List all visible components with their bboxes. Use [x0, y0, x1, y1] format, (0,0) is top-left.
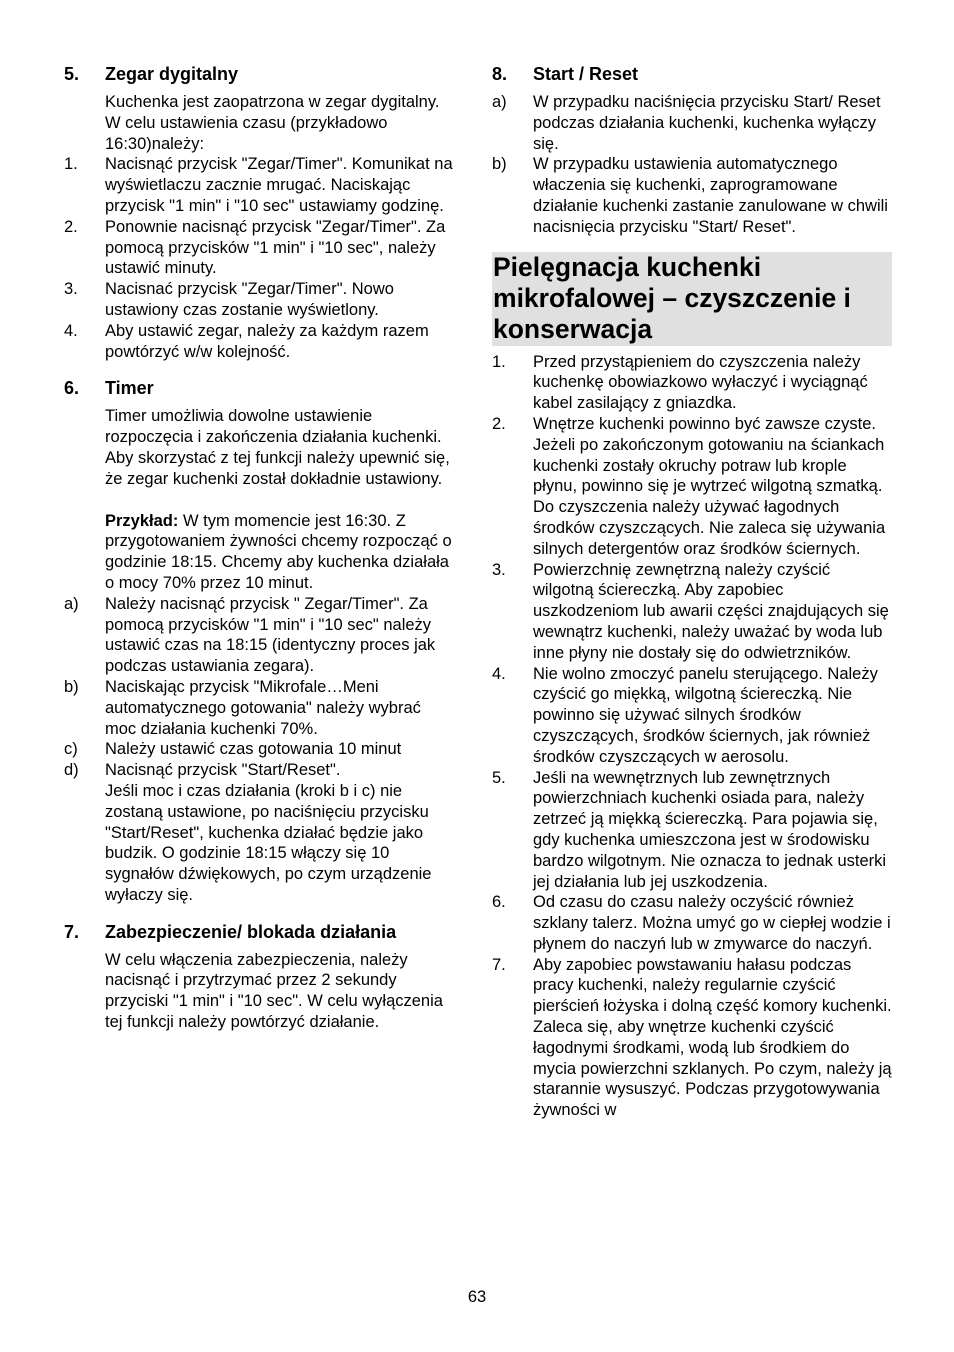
example-paragraph — [64, 511, 456, 594]
list-marker: d) — [64, 761, 79, 780]
list-text: Ponownie nacisnąć przycisk "Zegar/Timer". Za pomocą przycisków "1 min" i "10 sec", należy ustawić minuty. — [105, 217, 446, 278]
list-marker: 3. — [492, 560, 506, 579]
list-text: Naciskając przycisk "Mikrofale…Meni automatycznego gotowania" należy wybrać moc działania kuchenki 70%. — [105, 677, 421, 738]
list-marker: 5. — [492, 768, 506, 787]
list-text: Nacisnąć przycisk "Start/Reset". — [105, 761, 341, 780]
list-text: Przed przystąpieniem do czyszczenia należy kuchenkę obowiazkowo wyłaczyć i wyciągnąć kabel zasilający z gniazdka. — [533, 352, 868, 413]
list-item — [64, 217, 456, 279]
section-5-heading — [64, 62, 456, 86]
list-text: Aby zapobiec powstawaniu hałasu podczas pracy kuchenki, należy regularnie czyścić pierścień łożyska i dolną część komory kuchenki. Zaleca się, aby wnętrze kuchenki czyścić łagodnymi środkami, wodą lub środkiem do mycia powierzchni szklanych. Po czym, należy ją starannie wysuszyć. Podczas przygotowywania żywności w — [533, 955, 892, 1120]
section-number: 7. — [64, 921, 80, 942]
list-marker: 2. — [64, 217, 78, 236]
section-6-heading — [64, 376, 456, 400]
section-5-intro: Kuchenka jest zaopatrzona w zegar dygitalny. W celu ustawienia czasu (przykładowo 16:30)należy: — [105, 93, 440, 153]
list-marker: 4. — [64, 321, 78, 340]
list-item — [64, 321, 456, 363]
list-text: W przypadku ustawienia automatycznego właczenia się kuchenki, zaprogramowane działanie kuchenki zastanie zanulowane w chwili nacisnięcia przycisku "Start/ Reset". — [533, 155, 888, 236]
section-6-outro: Jeśli moc i czas działania (kroki b i c) nie zostaną ustawione, po naciśnięciu przycisku "Start/Reset", kuchenka działać będzie jako budzik. O godzinie 18:15 włączy się 10 sygnałów dźwiękowych, po czym urządzenie wyłaczy się. — [105, 781, 432, 904]
section-7-text: W celu włączenia zabezpieczenia, należy nacisnąć i przytrzymać przez 2 sekundy przyciski "1 min" i "10 sec". W celu wyłączenia tej funkcji należy powtórzyć działanie. — [105, 950, 443, 1032]
list-marker: 7. — [492, 955, 506, 974]
list-item — [64, 739, 456, 760]
list-marker: 4. — [492, 664, 506, 683]
list-text: W przypadku naciśnięcia przycisku Start/ Reset podczas działania kuchenki, kuchenka wyłączy się. — [533, 93, 881, 153]
section-6-steps — [64, 594, 456, 781]
section-5-steps — [64, 154, 456, 362]
list-item — [492, 352, 892, 414]
list-item — [64, 677, 456, 739]
list-marker: a) — [64, 594, 79, 613]
list-text: Należy nacisnąć przycisk " Zegar/Timer". Za pomocą przycisków "1 min" i "10 sec" należy ustawić czas na 18:15 (identyczny proces jak podczas ustawiania zegara). — [105, 594, 436, 676]
list-item — [492, 92, 892, 154]
list-item — [64, 279, 456, 321]
list-marker: 6. — [492, 893, 506, 912]
page-number: 63 — [467, 1288, 487, 1306]
example-text: W tym momencie jest 16:30. Z przygotowaniem żywności chcemy rozpocząć o godzinie 18:15. Chcemy aby kuchenka działała o mocy 70% przez 10 minut. — [105, 511, 452, 592]
section-6-intro: Timer umożliwia dowolne ustawienie rozpoczęcia i zakończenia działania kuchenki. Aby skorzystać z tej funkcji należy upewnić się, że zegar kuchenki został dokładnie ustawiony. — [105, 407, 450, 488]
list-item — [492, 560, 892, 664]
section-title: Zabezpieczenie/ blokada działania — [105, 921, 397, 942]
list-item — [64, 154, 456, 216]
list-text: Nie wolno zmoczyć panelu sterującego. Należy czyścić go miękką, wilgotną ściereczką. Nie powinno się używać silnych środków czyszczących, środków ściernych, jak również środków czyszczących w aerosolu. — [533, 664, 878, 766]
list-marker: a) — [492, 93, 507, 111]
section-title: Timer — [105, 378, 154, 399]
section-number: 6. — [64, 378, 80, 399]
list-text: Jeśli na wewnętrznych lub zewnętrznych powierzchniach kuchenki osiada para, należy zetrzeć ją miękką ściereczką. Para pojawia się, gdy kuchenka umieszczona jest w środowisku bardzo wilgotnym. Nie oznacza to jednak usterki jej działania lub jej uszkodzenia. — [533, 768, 887, 891]
list-marker: b) — [492, 155, 507, 174]
example-label: Przykład: — [105, 511, 179, 530]
list-item — [492, 955, 892, 1121]
section-7-heading — [64, 920, 456, 944]
list-marker: 1. — [492, 352, 506, 371]
section-title: Start / Reset — [533, 64, 639, 84]
list-marker: c) — [64, 740, 78, 759]
section-number: 5. — [64, 64, 80, 84]
list-item — [64, 594, 456, 677]
list-item — [492, 154, 892, 237]
list-marker: 2. — [492, 414, 506, 433]
section-8-heading — [492, 62, 892, 86]
right-column — [492, 62, 892, 1121]
list-item — [492, 414, 892, 560]
list-item — [492, 768, 892, 893]
list-text: Aby ustawić zegar, należy za każdym razem powtórzyć w/w kolejność. — [105, 321, 429, 361]
list-item — [492, 892, 892, 954]
section-number: 8. — [492, 64, 508, 84]
section-8-steps — [492, 92, 892, 238]
list-item — [492, 664, 892, 768]
list-text: Powierzchnię zewnętrzną należy czyścić wilgotną ściereczką. Aby zapobiec uszkodzeniom lub awarii części znajdujących się wewnątrz kuchenki, należy uważać by woda lub inne płyny nie dostały się do odwietrzników. — [533, 560, 889, 662]
list-text: Od czasu do czasu należy oczyścić również szklany talerz. Można umyć go w ciepłej wodzie i płynem do naczyń lub w zmywarce do naczyń. — [533, 893, 891, 953]
list-marker: 3. — [64, 280, 78, 299]
section-title: Zegar dygitalny — [105, 64, 239, 84]
list-text: Nacisnąć przycisk "Zegar/Timer". Komunikat na wyświetlaczu zacznie mrugać. Naciskając przycisk "1 min" i "10 sec" ustawiamy godzinę. — [105, 155, 453, 215]
list-text: Wnętrze kuchenki powinno być zawsze czyste. Jeżeli po zakończonym gotowaniu na ściankach kuchenki zostały okruchy potraw lub krople płynu, powinno się je wytrzeć wilgotną szmatką. Do czyszczenia należy używać łagodnych środków czyszczących. Nie zaleca się używania silnych detergentów oraz środków ściernych. — [533, 414, 886, 558]
care-list — [492, 352, 892, 1121]
left-column — [64, 62, 456, 1033]
list-marker: b) — [64, 677, 79, 696]
care-section-banner: Pielęgnacja kuchenki mikrofalowej – czyszczenie i konserwacja — [492, 252, 892, 346]
list-text: Nacisnać przycisk "Zegar/Timer". Nowo ustawiony czas zostanie wyświetlony. — [105, 280, 394, 319]
list-text: Należy ustawić czas gotowania 10 minut — [105, 740, 402, 759]
list-marker: 1. — [64, 155, 78, 174]
list-item — [64, 760, 456, 781]
